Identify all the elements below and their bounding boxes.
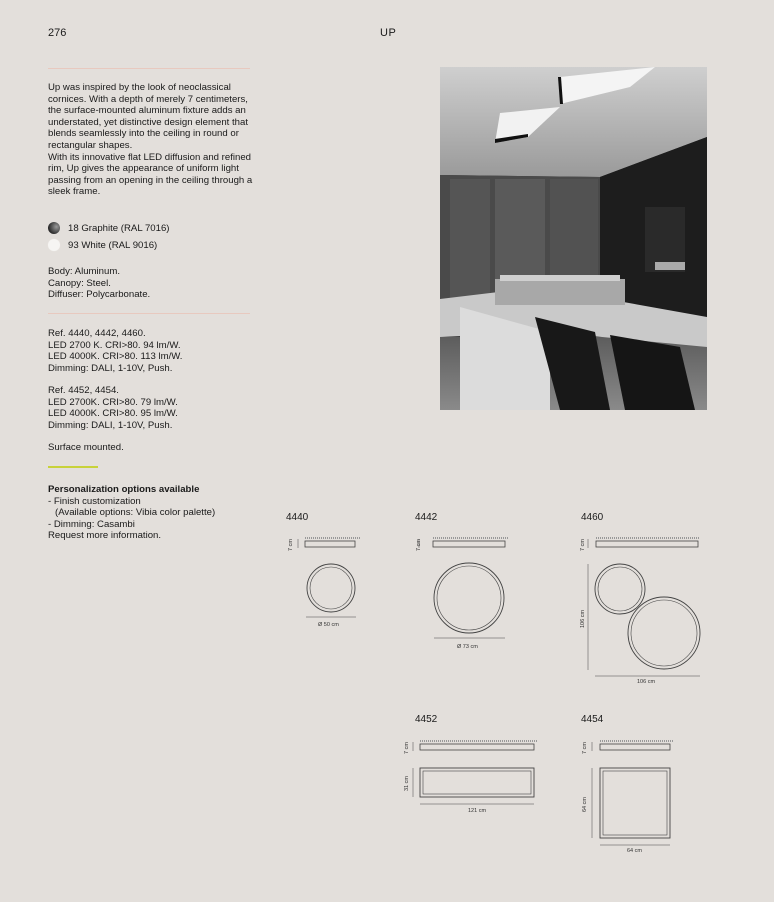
materials	[48, 266, 258, 301]
accent-bar	[48, 466, 98, 468]
page-number: 276	[48, 27, 67, 39]
depth-dimension: 106 cm	[580, 609, 586, 628]
white-swatch-icon	[48, 239, 60, 251]
material-line: Canopy: Steel.	[48, 277, 111, 289]
spec-line: Ref. 4440, 4442, 4460.	[48, 328, 146, 339]
height-dimension: 7 cm	[580, 539, 586, 551]
finish-graphite	[48, 222, 170, 234]
diameter-dimension: Ø 50 cm	[318, 622, 339, 628]
height-dimension: 7 cm	[404, 742, 410, 754]
specs-round	[48, 328, 258, 374]
product-ref: 4442	[415, 512, 438, 523]
drawing-4460	[592, 536, 704, 681]
height-dimension: 7 cm	[288, 539, 294, 551]
product-ref: 4454	[581, 714, 604, 725]
mount-type: Surface mounted.	[48, 442, 124, 453]
drawing-4454	[598, 739, 678, 854]
section-title: UP	[380, 27, 397, 39]
personalization-line: Request more information.	[48, 530, 162, 542]
divider	[48, 68, 250, 69]
product-photo	[440, 67, 707, 410]
graphite-swatch-icon	[48, 222, 60, 234]
intro-paragraph-1: Up was inspired by the look of neoclassical cornices. With a depth of merely 7 centimeters, the surface-mounted aluminum fixture adds an understated, yet distinctive design element that blends seamlessly into the ceiling in round or rectangular shapes.	[48, 82, 248, 151]
spec-line: LED 4000K. CRI>80. 95 lm/W.	[48, 408, 178, 420]
divider	[48, 313, 250, 314]
product-ref: 4460	[581, 512, 604, 523]
width-dimension: 106 cm	[637, 679, 656, 685]
finish-white	[48, 239, 157, 251]
finish-label: 18 Graphite (RAL 7016)	[68, 222, 170, 234]
material-line: Body: Aluminum.	[48, 266, 120, 277]
drawing-4440	[300, 536, 365, 636]
spec-line: Dimming: DALI, 1-10V, Push.	[48, 362, 173, 374]
drawing-4442	[428, 536, 513, 646]
spec-line: LED 2700K. CRI>80. 79 lm/W.	[48, 396, 178, 408]
spec-line: LED 2700 K. CRI>80. 94 lm/W.	[48, 339, 181, 351]
personalization-line: - Dimming: Casambi	[48, 518, 135, 530]
specs-rect	[48, 385, 258, 431]
height-dimension: 7 cm	[416, 539, 422, 551]
intro-paragraph-2: With its innovative flat LED diffusion and refined rim, Up gives the appearance of uniform light passing from an opening in the ceiling through a sleek frame.	[48, 151, 253, 198]
product-ref: 4440	[286, 512, 309, 523]
height-dimension: 7 cm	[582, 742, 588, 754]
personalization-line: - Finish customization	[48, 495, 141, 507]
spec-line: Dimming: DALI, 1-10V, Push.	[48, 419, 173, 431]
personalization-line: (Available options: Vibia color palette)	[55, 507, 216, 519]
depth-dimension: 31 cm	[404, 776, 410, 791]
intro-text	[48, 82, 258, 198]
personalization	[48, 484, 258, 542]
width-dimension: 121 cm	[468, 808, 487, 814]
material-line: Diffuser: Polycarbonate.	[48, 289, 151, 301]
spec-line: Ref. 4452, 4454.	[48, 385, 119, 396]
depth-dimension: 64 cm	[582, 797, 588, 812]
product-ref: 4452	[415, 714, 438, 725]
diameter-dimension: Ø 73 cm	[457, 644, 478, 650]
drawing-4452	[418, 739, 543, 814]
width-dimension: 64 cm	[627, 848, 642, 854]
spec-line: LED 4000K. CRI>80. 113 lm/W.	[48, 351, 183, 363]
personalization-title: Personalization options available	[48, 484, 200, 495]
finish-label: 93 White (RAL 9016)	[68, 239, 158, 251]
